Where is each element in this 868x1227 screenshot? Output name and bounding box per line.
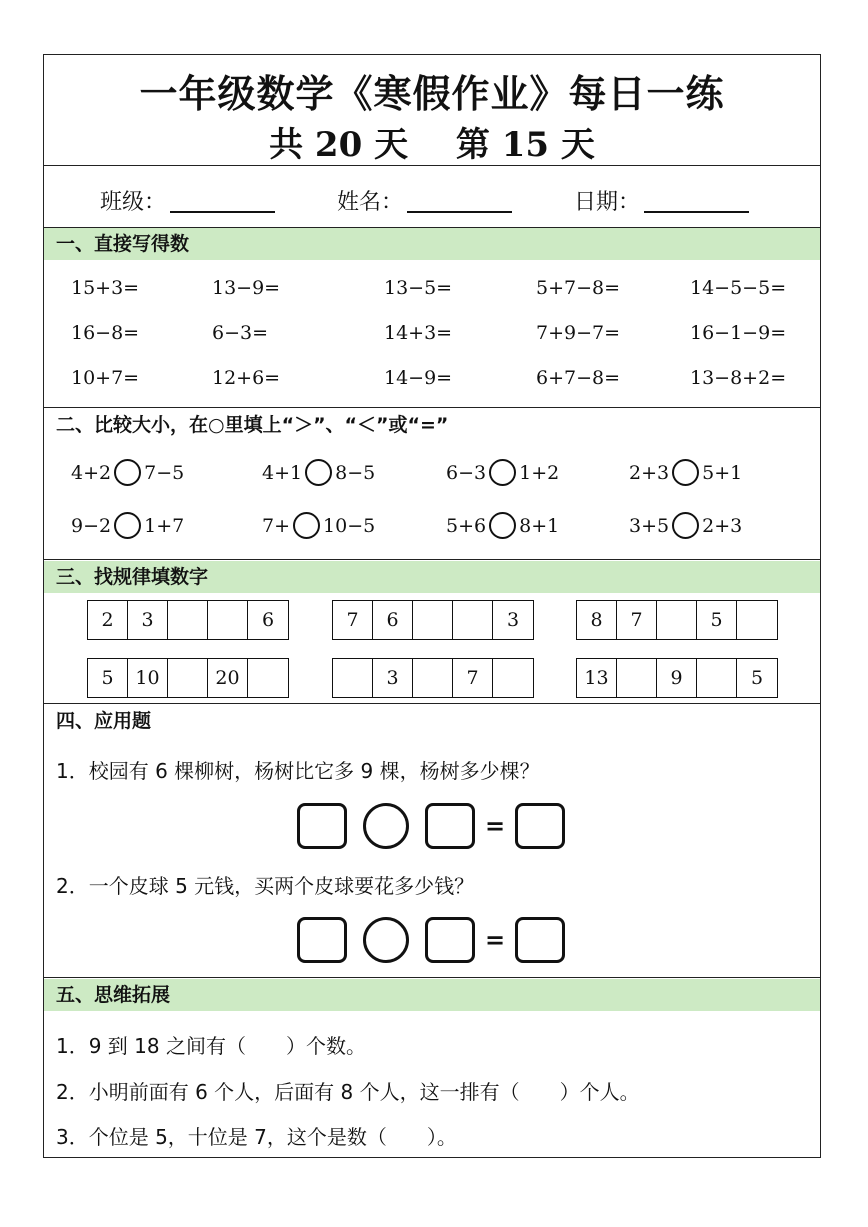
arithmetic-problem: 14−5−5= xyxy=(690,277,787,299)
result-box[interactable] xyxy=(515,803,565,849)
arithmetic-problem: 16−8= xyxy=(71,322,140,344)
name-field[interactable]: 姓名： xyxy=(337,185,512,216)
arithmetic-problem: 15+3= xyxy=(71,277,140,299)
sequence-number-box: 10 xyxy=(128,659,168,697)
sequence-blank-box[interactable] xyxy=(333,659,373,697)
left-expression: 9−2 xyxy=(71,514,112,537)
day-counter xyxy=(44,117,820,166)
divider xyxy=(44,407,820,408)
sequence-number-box: 5 xyxy=(750,667,764,689)
right-expression: 8−5 xyxy=(335,461,376,484)
word-problem-2: 2．一个皮球 5 元钱，买两个皮球要花多少钱？ xyxy=(56,874,475,898)
left-expression: 5+6 xyxy=(446,514,487,537)
sequence-blank-box[interactable] xyxy=(657,601,697,639)
sequence-number-box: 5 xyxy=(88,659,128,697)
word-problem-1: 1．校园有 6 棵柳树，杨树比它多 9 棵，杨树多少棵？ xyxy=(56,759,540,783)
number-sequence xyxy=(332,658,534,698)
sequence-number-box: 7 xyxy=(333,601,373,639)
date-blank[interactable] xyxy=(644,191,749,213)
compare-circle[interactable] xyxy=(114,459,141,486)
equals-sign: = xyxy=(484,812,506,840)
comparison-problem xyxy=(629,459,742,486)
compare-circle[interactable] xyxy=(293,512,320,539)
sequence-number-box: 3 xyxy=(128,601,168,639)
sequence-number-box: 6 xyxy=(373,601,413,639)
sequence-number-box: 20 xyxy=(208,659,248,697)
right-expression: 2+3 xyxy=(702,514,743,537)
date-field[interactable]: 日期： xyxy=(574,185,749,216)
thinking-question-2: 2．小明前面有 6 个人，后面有 8 个人，这一排有（ ）个人。 xyxy=(56,1080,640,1104)
left-expression: 2+3 xyxy=(629,461,670,484)
total-days: 共 20 天 xyxy=(269,125,409,165)
answer-box[interactable] xyxy=(297,803,347,849)
left-expression: 4+2 xyxy=(71,461,112,484)
right-expression: 1+2 xyxy=(519,461,560,484)
number-sequence xyxy=(576,658,778,698)
sequence-blank-box[interactable] xyxy=(168,601,208,639)
answer-box[interactable] xyxy=(425,917,475,963)
operator-circle[interactable] xyxy=(363,803,409,849)
arithmetic-problem: 14+3= xyxy=(384,322,453,344)
answer-equation-2[interactable] xyxy=(297,917,565,963)
title-block xyxy=(44,55,820,166)
sequence-number-box: 3 xyxy=(506,609,520,631)
number-sequence xyxy=(87,600,289,640)
compare-circle[interactable] xyxy=(489,459,516,486)
comparison-problem xyxy=(446,512,559,539)
comparison-problem xyxy=(262,512,375,539)
left-expression: 4+1 xyxy=(262,461,303,484)
sequence-blank-box[interactable] xyxy=(453,601,493,639)
arithmetic-problem: 13−9= xyxy=(212,277,281,299)
left-expression: 7+ xyxy=(262,514,291,537)
right-expression: 1+7 xyxy=(144,514,185,537)
page-title: 一年级数学《寒假作业》每日一练 xyxy=(139,72,725,116)
section-4-heading: 四、应用题 xyxy=(44,705,820,737)
compare-circle[interactable] xyxy=(305,459,332,486)
answer-box[interactable] xyxy=(425,803,475,849)
thinking-question-1: 1．9 到 18 之间有（ ）个数。 xyxy=(56,1034,366,1058)
comparison-problem xyxy=(262,459,375,486)
sequence-number-box: 7 xyxy=(453,659,493,697)
answer-box[interactable] xyxy=(297,917,347,963)
current-day: 第 15 天 xyxy=(455,125,595,165)
compare-circle[interactable] xyxy=(489,512,516,539)
thinking-question-3: 3．个位是 5，十位是 7，这个是数（ ）。 xyxy=(56,1125,457,1149)
sequence-blank-box[interactable] xyxy=(493,659,533,697)
divider xyxy=(44,559,820,560)
number-sequence xyxy=(576,600,778,640)
comparison-problem xyxy=(629,512,742,539)
right-expression: 8+1 xyxy=(519,514,560,537)
right-expression: 5+1 xyxy=(702,461,743,484)
left-expression: 3+5 xyxy=(629,514,670,537)
sequence-blank-box[interactable] xyxy=(737,601,777,639)
result-box[interactable] xyxy=(515,917,565,963)
sequence-number-box: 5 xyxy=(697,601,737,639)
class-blank[interactable] xyxy=(170,191,275,213)
sequence-number-box: 2 xyxy=(88,601,128,639)
right-expression: 10−5 xyxy=(323,514,376,537)
equals-sign: = xyxy=(484,926,506,954)
sequence-blank-box[interactable] xyxy=(168,659,208,697)
arithmetic-problem: 14−9= xyxy=(384,367,453,389)
divider xyxy=(44,703,820,704)
operator-circle[interactable] xyxy=(363,917,409,963)
sequence-blank-box[interactable] xyxy=(413,659,453,697)
section-3-heading: 三、找规律填数字 xyxy=(44,561,820,593)
sequence-number-box: 6 xyxy=(261,609,275,631)
arithmetic-problem: 10+7= xyxy=(71,367,140,389)
arithmetic-problem: 7+9−7= xyxy=(536,322,621,344)
sequence-blank-box[interactable] xyxy=(697,659,737,697)
answer-equation-1[interactable] xyxy=(297,803,565,849)
right-expression: 7−5 xyxy=(144,461,185,484)
arithmetic-problem: 13−5= xyxy=(384,277,453,299)
compare-circle[interactable] xyxy=(672,512,699,539)
comparison-problem xyxy=(71,512,184,539)
class-field[interactable]: 班级： xyxy=(100,185,275,216)
sequence-blank-box[interactable] xyxy=(248,659,288,697)
arithmetic-problem: 5+7−8= xyxy=(536,277,621,299)
compare-circle[interactable] xyxy=(114,512,141,539)
left-expression: 6−3 xyxy=(446,461,487,484)
compare-circle[interactable] xyxy=(672,459,699,486)
comparison-problem xyxy=(446,459,559,486)
arithmetic-problem: 13−8+2= xyxy=(690,367,787,389)
number-sequence xyxy=(87,658,289,698)
divider xyxy=(44,977,820,978)
number-sequence xyxy=(332,600,534,640)
sequence-blank-box[interactable] xyxy=(617,659,657,697)
sequence-blank-box[interactable] xyxy=(208,601,248,639)
section-1-heading: 一、直接写得数 xyxy=(44,228,820,260)
section-5-heading: 五、思维拓展 xyxy=(44,979,820,1011)
name-blank[interactable] xyxy=(407,191,512,213)
sequence-number-box: 13 xyxy=(577,659,617,697)
sequence-number-box: 9 xyxy=(657,659,697,697)
comparison-problem xyxy=(71,459,184,486)
sequence-number-box: 7 xyxy=(617,601,657,639)
arithmetic-problem: 6−3= xyxy=(212,322,269,344)
arithmetic-problem: 6+7−8= xyxy=(536,367,621,389)
student-info-row xyxy=(44,165,820,228)
section-2-heading: 二、比较大小，在○里填上“＞”、“＜”或“=” xyxy=(44,409,820,441)
worksheet xyxy=(43,54,821,1158)
sequence-number-box: 3 xyxy=(373,659,413,697)
arithmetic-problem: 12+6= xyxy=(212,367,281,389)
arithmetic-problem: 16−1−9= xyxy=(690,322,787,344)
sequence-blank-box[interactable] xyxy=(413,601,453,639)
sequence-number-box: 8 xyxy=(577,601,617,639)
